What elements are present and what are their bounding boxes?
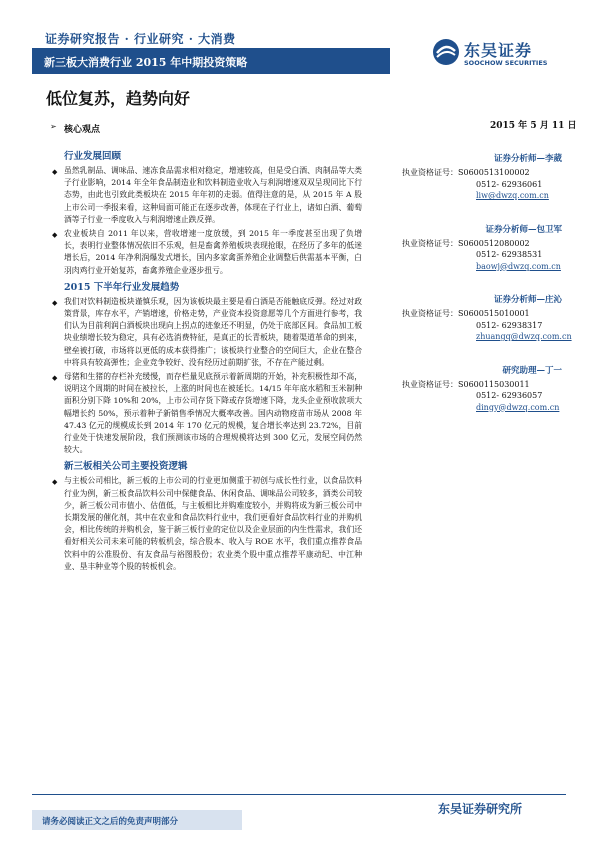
- bullet-paragraph: [52, 228, 362, 277]
- analyst-card: [402, 364, 562, 414]
- footer-divider: [32, 794, 566, 795]
- analyst-card: [402, 152, 562, 202]
- section: [52, 458, 362, 573]
- bullet-text: 我们对饮料制造板块谨慎乐观，因为该板块最主要是看白酒是否能触底反弹。经过对政策背景，库存水平，产销增速，价格走势，产业资本投资意愿等几个方面进行参考，我们认为目前利润白酒板块出现向上拐点的迹象还不明显，仍处于底部区间。食品加工板块业绩增长较为稳定，具有必选消费特征，是真正的长青板块，随着渠道革命的到来，壁垒被打破，市场将以更低的成本获得推广；该板块行业整合的空间巨大，企业在整合中将具有较高弹性；企业竞争较好、没有经历过前期扩张，不存在产能过剩。: [64, 296, 362, 367]
- analyst-card: [402, 293, 572, 343]
- section-heading: 新三板相关公司主要投资逻辑: [64, 461, 188, 473]
- analyst-sidebar: [402, 152, 572, 434]
- report-category: 证券研究报告 · 行业研究 · 大消费: [45, 32, 236, 46]
- section: [52, 148, 362, 277]
- section-heading: 2015 下半年行业发展趋势: [64, 281, 180, 293]
- cert-label: 执业资格证号：: [402, 379, 458, 389]
- analyst-cert-row: [402, 379, 562, 391]
- bullet-text: 虽然乳制品、调味品、速冻食品需求相对稳定，增速较高，但是受白酒、肉制品等大类子行业影响，2014 年全年食品制造业和饮料制造业收入与利润增速双双呈现同比下行态势，由此也引致此类板块在 2015 年年初的走弱。值得注意的是，从 2015 年 A 股上市公司一季报来看，这种局面可能正在逐步改善，体现在子行业上，诸如白酒、葡萄酒等子行业一季度收入与利润增速止跌反弹。: [64, 166, 362, 224]
- bullet-paragraph: [52, 475, 362, 573]
- report-title-bar: [32, 48, 390, 74]
- analyst-phone: 0512- 62936057: [476, 391, 543, 400]
- analyst-cert-row: [402, 238, 562, 250]
- chevron-right-icon: ➢: [50, 122, 57, 131]
- analyst-phone: 0512- 62936061: [476, 179, 543, 189]
- report-date: 2015 年 5 月 11 日: [490, 121, 577, 131]
- cert-number: S0600513100002: [458, 168, 530, 177]
- logo-name-en: SOOCHOW SECURITIES: [464, 59, 548, 67]
- disclaimer-bar: [32, 810, 242, 830]
- analyst-title: 证券分析师—庄沁: [493, 295, 562, 305]
- disclaimer-text: 请务必阅读正文之后的免责声明部分: [42, 817, 179, 827]
- analyst-card: [402, 223, 562, 273]
- analyst-title: 研究助理—丁一: [502, 365, 562, 376]
- main-content: [52, 148, 362, 575]
- bullet-paragraph: [52, 165, 362, 226]
- cert-label: 执业资格证号：: [402, 309, 458, 318]
- analyst-title: 证券分析师—李葳: [493, 154, 562, 164]
- logo-name-cn: 东吴证券: [464, 41, 533, 60]
- analyst-email-link[interactable]: liw@dwzq.com.cn: [476, 191, 549, 200]
- analyst-title: 证券分析师—包卫军: [485, 224, 562, 235]
- analyst-phone: 0512- 62938317: [476, 320, 543, 330]
- cert-number: S0600512080002: [458, 238, 530, 248]
- bullet-text: 与主板公司相比，新三板的上市公司的行业更加侧重于初创与成长性行业，以食品饮料行业为例，新三板食品饮料公司中保健食品、休闲食品、调味品公司较多，酒类公司较少，新三板公司市值小、估值低，与主板相比并购难度较小，并购将成为新三板公司中长期发展的催化剂，其中在农业和食品饮料行业中，我们更看好食品饮料行业的并购机会，相比传统的并购机会，鉴于新三板行业的定位以及企业层面的内生性需求，我们还看好相关公司未来可能的转板机会，综合股本、收入与 ROE 水平，我们重点推荐食品饮料中的公准股份、有友食品与裕图股份；农业类个股中重点推荐平康动纪、中江种业、垦丰种业等个股的转板机会。: [64, 476, 362, 571]
- analyst-email-link[interactable]: baowj@dwzq.com.cn: [476, 261, 561, 271]
- diamond-bullet-icon: ◆: [52, 168, 58, 176]
- analyst-cert-row: [402, 308, 562, 320]
- cert-number: S0600515010001: [458, 309, 530, 318]
- company-logo: [432, 36, 562, 70]
- diamond-bullet-icon: ◆: [52, 374, 58, 383]
- analyst-email-link[interactable]: dingy@dwzq.com.cn: [476, 402, 560, 412]
- report-title: 新三板大消费行业 2015 年中期投资策略: [44, 56, 248, 69]
- analyst-cert-row: [402, 167, 562, 179]
- bullet-paragraph: [52, 371, 362, 456]
- logo-mark-icon: [432, 38, 460, 66]
- analyst-email-link[interactable]: zhuangq@dwzq.com.cn: [476, 332, 572, 341]
- analyst-phone: 0512- 62938531: [476, 250, 543, 259]
- diamond-bullet-icon: ◆: [52, 478, 58, 487]
- footer-org-name: 东吴证券研究所: [438, 802, 523, 816]
- bullet-text: 农业板块自 2011 年以来，营收增速一度放缓，到 2015 年一季度甚至出现了负增长，表明行业整体情况依旧不乐观，但是畜禽养殖板块表现抢眼，在经历了多年的低迷增长后，2014 年净利润爆发式增长，国内多家禽蛋养殖企业调整后供需基本平衡，白羽肉鸡行业开始复苏，畜禽养殖企业逐步扭亏。: [64, 229, 362, 275]
- section: [52, 279, 362, 457]
- cert-number: S0600115030011: [458, 379, 530, 389]
- page-title: 低位复苏，趋势向好: [46, 89, 191, 108]
- bullet-paragraph: [52, 296, 362, 369]
- cert-label: 执业资格证号：: [402, 238, 458, 248]
- bullet-text: 母猪和生猪的存栏补充缓慢，而存栏量见底预示着新周期的开始，补充积极性却不高，说明这个周期的时间在被拉长，上涨的时间也在被延长。14/15 年年底水稻和玉米制种面积分别下降 10%和 20%，上市公司存货下降或存货增速下降，龙头企业预收款项大幅增长约 50%，预示着种子新销售季情况大概率改善。国内动物疫苗市场从 2008 年 47.43 亿元的规模成长到 2014 年 170 亿元的规模，复合增长率达到 23.72%，目前行业处于快速发展阶段，我们预测该市场的合理规模将达到 300 亿元，发展空间仍然较大。: [64, 372, 362, 455]
- diamond-bullet-icon: ◆: [52, 231, 58, 240]
- cert-label: 执业资格证号：: [402, 168, 458, 177]
- section-heading: 行业发展回顾: [64, 151, 122, 162]
- core-label: 核心观点: [64, 125, 101, 135]
- diamond-bullet-icon: ◆: [52, 298, 58, 307]
